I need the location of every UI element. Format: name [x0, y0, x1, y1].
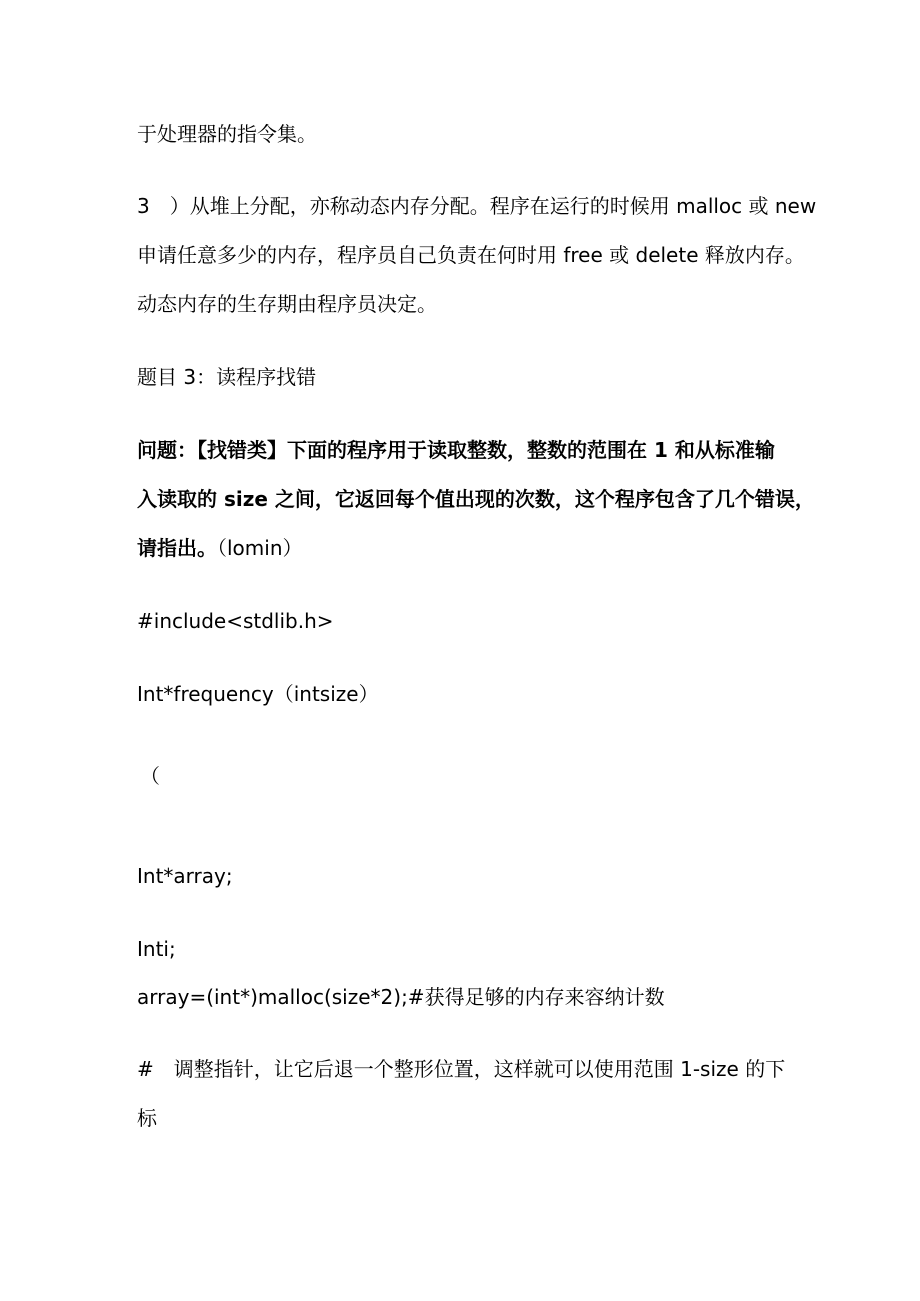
- code-comment: # 调整指针，让它后退一个整形位置，这样就可以使用范围 1-size 的下: [137, 1057, 786, 1081]
- question-text: 问题：【找错类】下面的程序用于读取整数，整数的范围在 1 和从标准输: [137, 438, 775, 462]
- text-line: 于处理器的指令集。: [137, 122, 317, 146]
- question-author: （lomin）: [217, 536, 303, 560]
- text-line: 3 ）从堆上分配，亦称动态内存分配。程序在运行的时候用 malloc 或 new: [137, 194, 817, 218]
- code-line: Inti;: [137, 937, 176, 961]
- code-line: （: [140, 764, 160, 788]
- code-line: Int*frequency（intsize）: [137, 682, 379, 706]
- question-text-end: [137, 534, 303, 562]
- code-comment: 标: [137, 1106, 157, 1130]
- text-line: 动态内存的生存期由程序员决定。: [137, 292, 437, 316]
- text-line: 申请任意多少的内存，程序员自己负责在何时用 free 或 delete 释放内存。: [137, 243, 805, 267]
- question-text: 入读取的 size 之间，它返回每个值出现的次数，这个程序包含了几个错误，: [137, 487, 815, 511]
- section-heading: 题目 3：读程序找错: [137, 365, 317, 389]
- code-line: array=(int*)malloc(size*2);#获得足够的内存来容纳计数: [137, 985, 665, 1009]
- question-ask: 请指出。: [137, 536, 217, 560]
- code-line: Int*array;: [137, 864, 233, 888]
- code-line: #include<stdlib.h>: [137, 609, 334, 633]
